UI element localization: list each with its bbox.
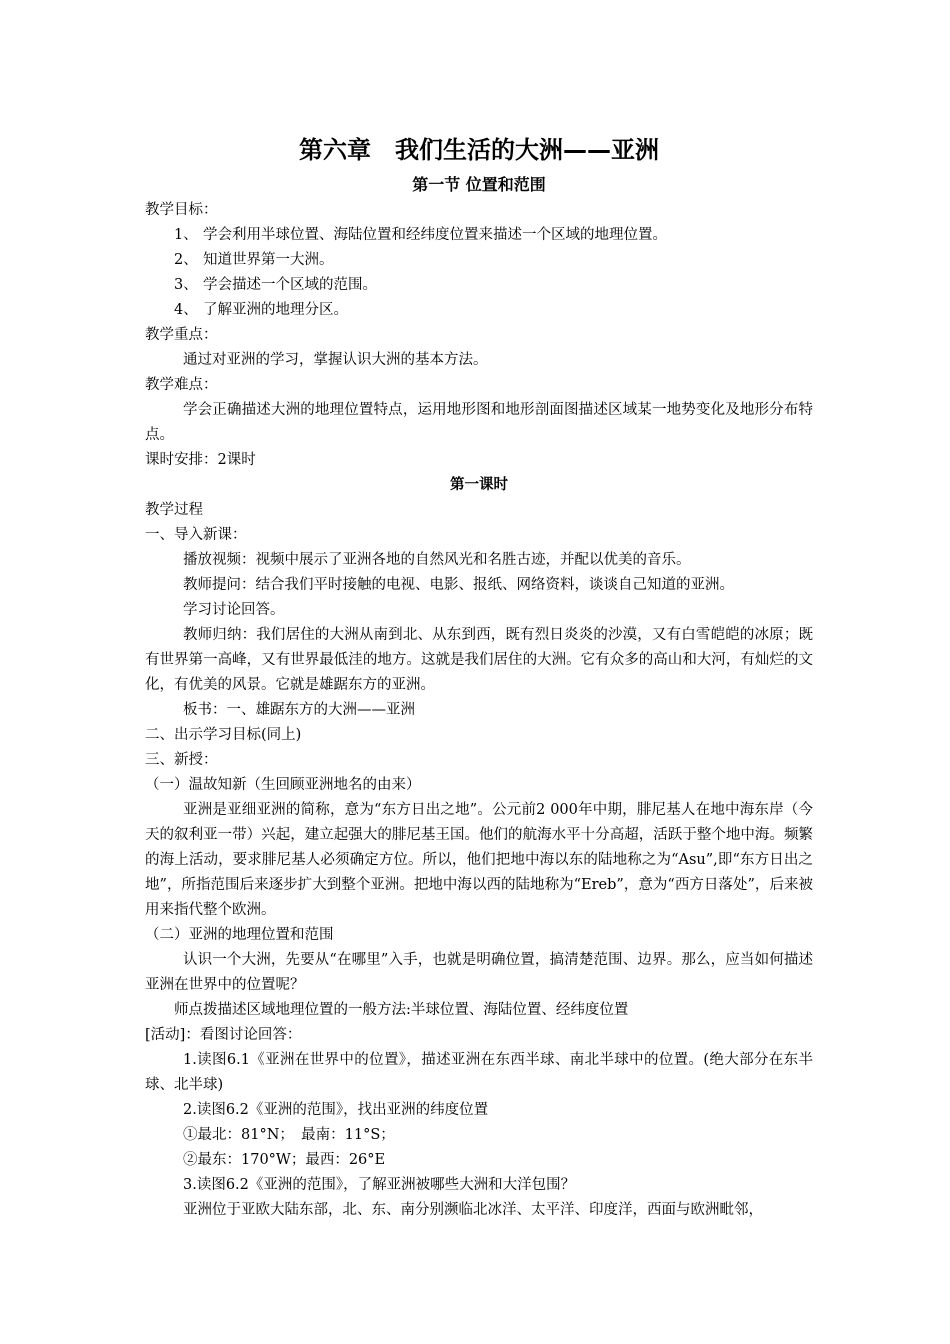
objective-item: 4、 了解亚洲的地理分区。 — [174, 302, 348, 318]
section-title: 第一节 位置和范围 — [412, 175, 546, 194]
question-2: 2.读图6.2《亚洲的范围》，找出亚洲的纬度位置 — [183, 1102, 489, 1118]
difficulty-heading: 教学难点： — [145, 377, 218, 393]
part1-heading: 一、导入新课： — [145, 527, 247, 543]
sub2-method: 师点拨描述区域地理位置的一般方法:半球位置、海陆位置、经纬度位置 — [174, 1002, 629, 1018]
schedule: 课时安排：2课时 — [145, 452, 256, 468]
part2-heading: 二、出示学习目标(同上) — [145, 727, 302, 743]
key-points-heading: 教学重点： — [145, 327, 218, 343]
objectives-heading: 教学目标： — [145, 202, 218, 218]
part1-line: 播放视频：视频中展示了亚洲各地的自然风光和名胜古迹，并配以优美的音乐。 — [183, 552, 691, 568]
objective-item: 1、 学会利用半球位置、海陆位置和经纬度位置来描述一个区域的地理位置。 — [174, 227, 667, 243]
objective-item: 3、 学会描述一个区域的范围。 — [174, 277, 377, 293]
difficulty-text: 学会正确描述大洲的地理位置特点，运用地形图和地形剖面图描述区域某一地势变化及地形分布特点。 — [145, 402, 813, 443]
sub2-heading: （二）亚洲的地理位置和范围 — [145, 927, 334, 943]
part1-summary: 教师归纳：我们居住的大洲从南到北、从东到西，既有烈日炎炎的沙漠，又有白雪皑皑的冰原；既有世界第一高峰，又有世界最低洼的地方。这就是我们居住的大洲。它有众多的高山和大河，有灿烂的文化，有优美的风景。它就是雄踞东方的亚洲。 — [145, 627, 813, 693]
process-heading: 教学过程 — [145, 502, 203, 518]
activity-heading: [活动]：看图讨论回答： — [145, 1027, 302, 1043]
part1-board: 板书：一、雄踞东方的大洲——亚洲 — [183, 702, 415, 718]
question-3-answer: 亚洲位于亚欧大陆东部，北、东、南分别濒临北冰洋、太平洋、印度洋，西面与欧洲毗邻， — [183, 1202, 763, 1218]
lesson-title: 第一课时 — [450, 477, 508, 493]
sub2-text: 认识一个大洲，先要从“在哪里”入手，也就是明确位置，搞清楚范围、边界。那么，应当如何描述亚洲在世界中的位置呢？ — [145, 952, 813, 993]
sub1-text: 亚洲是亚细亚洲的简称，意为“东方日出之地”。公元前2 000年中期，腓尼基人在地中海东岸（今天的叙利亚一带）兴起，建立起强大的腓尼基王国。他们的航海水平十分高超，活跃于整个地中海。频繁的海上活动，要求腓尼基人必须确定方位。所以，他们把地中海以东的陆地称之为“Asu”,即“东方日出之地”，所指范围后来逐步扩大到整个亚洲。把地中海以西的陆地称为“Ereb”，意为“西方日落处”，后来被用来指代整个欧洲。 — [145, 802, 813, 918]
question-2-answer-b: ②最东：170°W；最西：26°E — [183, 1152, 386, 1168]
objective-item: 2、 知道世界第一大洲。 — [174, 252, 334, 268]
document-body — [145, 132, 813, 1223]
part1-line: 学习讨论回答。 — [183, 602, 285, 618]
question-1: 1.读图6.1《亚洲在世界中的位置》，描述亚洲在东西半球、南北半球中的位置。(绝大部分在东半球、北半球) — [145, 1052, 813, 1093]
question-2-answer-a: ①最北：81°N； 最南：11°S； — [183, 1127, 395, 1143]
part3-heading: 三、新授： — [145, 752, 218, 768]
question-3: 3.读图6.2《亚洲的范围》，了解亚洲被哪些大洲和大洋包围？ — [183, 1177, 576, 1193]
part1-line: 教师提问：结合我们平时接触的电视、电影、报纸、网络资料，谈谈自己知道的亚洲。 — [183, 577, 734, 593]
chapter-title: 第六章 我们生活的大洲——亚洲 — [299, 136, 659, 164]
key-points-text: 通过对亚洲的学习，掌握认识大洲的基本方法。 — [183, 352, 488, 368]
sub1-heading: （一）温故知新（生回顾亚洲地名的由来） — [145, 777, 421, 793]
